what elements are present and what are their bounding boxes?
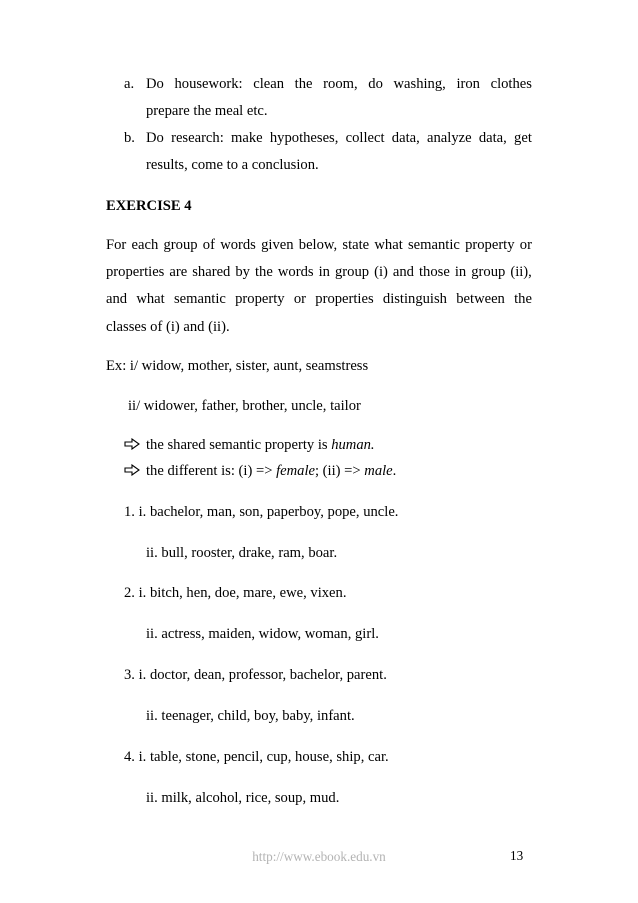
word: distinguish: [382, 291, 447, 307]
arrow1-italic: human.: [331, 437, 375, 453]
word: properties: [106, 264, 165, 280]
item-4-i: 4. i. table, stone, pencil, cup, house, ship, car.: [124, 749, 389, 765]
word: of: [202, 237, 215, 253]
footer-url[interactable]: http://www.ebook.edu.vn: [252, 849, 386, 864]
list-item-a-line2: prepare the meal etc.: [146, 103, 268, 119]
word: words: [220, 237, 256, 253]
arrow2-end: .: [392, 463, 397, 479]
word: room,: [323, 76, 358, 92]
word: below,: [298, 237, 338, 253]
word: or: [519, 237, 532, 253]
item-2-ii: ii. actress, maiden, widow, woman, girl.: [146, 626, 379, 642]
example-line-ii: ii/ widower, father, brother, uncle, tailor: [128, 398, 361, 414]
word: Do: [146, 76, 164, 92]
word: collect: [345, 130, 385, 146]
word: or: [293, 291, 307, 307]
word: semantic: [407, 237, 460, 253]
item-3-ii: ii. teenager, child, boy, baby, infant.: [146, 708, 355, 724]
arrow2-female: female: [276, 463, 315, 479]
instructions-line2: [106, 265, 532, 280]
item-1-ii: ii. bull, rooster, drake, ram, boar.: [146, 545, 338, 561]
word: in: [454, 264, 467, 280]
arrow2-mid: ; (ii) =>: [314, 463, 365, 479]
instructions-line1: [106, 238, 532, 253]
word: and: [392, 264, 414, 280]
word: between: [456, 291, 505, 307]
word: those: [419, 264, 450, 280]
word: data,: [391, 130, 420, 146]
word: property: [235, 291, 285, 307]
hollow-right-arrow-icon: [124, 438, 140, 450]
example-arrow-line-2: [124, 464, 396, 479]
word: data,: [478, 130, 507, 146]
item-1-i: 1. i. bachelor, man, son, paperboy, pope, uncle.: [124, 504, 399, 520]
word: and: [106, 291, 128, 307]
word: (i): [374, 264, 388, 280]
item-3-i: 3. i. doctor, dean, professor, bachelor, parent.: [124, 667, 387, 683]
item-4-ii: ii. milk, alcohol, rice, soup, mud.: [146, 790, 340, 806]
word: do: [368, 76, 383, 92]
word: clean: [253, 76, 285, 92]
page-number: 13: [510, 848, 524, 863]
word: For: [106, 237, 127, 253]
word: the: [294, 76, 313, 92]
word: get: [514, 130, 532, 146]
word: properties: [315, 291, 374, 307]
word: shared: [192, 264, 231, 280]
list-item-b-marker: b.: [124, 130, 135, 146]
word: what: [136, 291, 165, 307]
list-item-a-marker: a.: [124, 76, 135, 92]
word: what: [374, 237, 403, 253]
word: research:: [171, 130, 224, 146]
word: each: [131, 237, 159, 253]
word: the: [255, 264, 273, 280]
exercise-heading: EXERCISE 4: [106, 198, 192, 214]
word: words: [277, 264, 314, 280]
word: are: [169, 264, 188, 280]
word: given: [261, 237, 294, 253]
example-arrow-line-1: [124, 438, 375, 453]
word: state: [342, 237, 370, 253]
example-line-i: Ex: i/ widow, mother, sister, aunt, seamstress: [106, 358, 369, 374]
instructions-line3: [106, 292, 532, 307]
arrow2-male: male: [364, 463, 393, 479]
word: the: [514, 291, 532, 307]
word: by: [235, 264, 250, 280]
hollow-right-arrow-icon: [124, 464, 140, 476]
item-2-i: 2. i. bitch, hen, doe, mare, ewe, vixen.: [124, 585, 347, 601]
word: Do: [146, 130, 164, 146]
word: housework:: [174, 76, 243, 92]
word: group: [334, 264, 370, 280]
arrow2-text: the different is: (i) =>: [146, 463, 277, 479]
list-item-b-line2: results, come to a conclusion.: [146, 157, 319, 173]
word: (ii),: [510, 264, 532, 280]
word: group: [471, 264, 506, 280]
instructions-line4: classes of (i) and (ii).: [106, 319, 230, 335]
list-item-b-line1: [146, 131, 532, 146]
list-item-a-line1: [146, 77, 532, 92]
word: group: [163, 237, 198, 253]
word: hypotheses,: [269, 130, 339, 146]
word: in: [318, 264, 330, 280]
word: iron: [456, 76, 480, 92]
arrow1-text: the shared semantic property is: [146, 437, 332, 453]
word: property: [465, 237, 515, 253]
word: washing,: [393, 76, 446, 92]
word: analyze: [427, 130, 472, 146]
word: make: [231, 130, 263, 146]
word: clothes: [490, 76, 532, 92]
word: semantic: [173, 291, 226, 307]
